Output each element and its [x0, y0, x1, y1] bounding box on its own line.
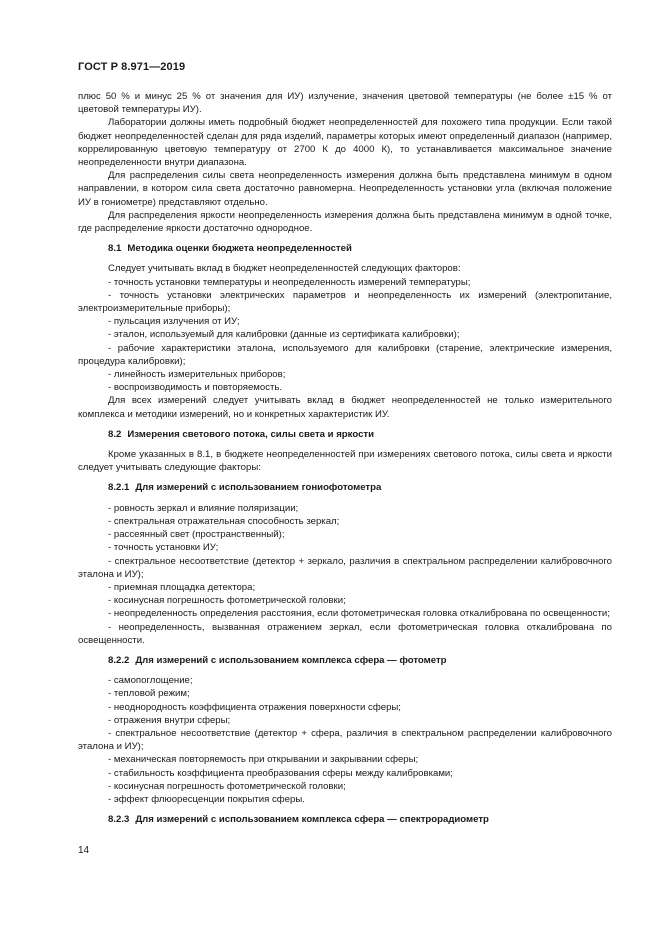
- section-number: 8.2.1: [108, 482, 130, 494]
- section-number: 8.2.2: [108, 654, 130, 666]
- list-item: - эффект флюоресценции покрытия сферы.: [108, 793, 305, 805]
- paragraph: Кроме указанных в 8.1, в бюджете неопределенностей при измерениях светового потока, силы света и яркости следует учитывать следующие факторы:: [78, 449, 612, 474]
- section-title: Измерения светового потока, силы света и яркости: [127, 428, 375, 440]
- paragraph: Следует учитывать вклад в бюджет неопределенностей следующих факторов:: [108, 263, 461, 275]
- list-item: - линейность измерительных приборов;: [108, 369, 286, 381]
- list-item: - точность установки температуры и неопределенность измерений температуры;: [108, 276, 471, 288]
- list-item: - неопределенность, вызванная отражением зеркал, если фотометрическая головка откалиброванa по освещенности.: [78, 621, 612, 646]
- document-body: [78, 90, 612, 833]
- paragraph: Лаборатории должны иметь подробный бюджет неопределенностей для похожего типа продукции. Если такой бюджет неопределенностей сделан для ряда изделий, параметры которых имеют определенный диапазон (например, коррелированную цветовую температуру от 2700 К до 4000 К), то устанавливается максимальное значение неопределенности внутри диапазона.: [78, 117, 612, 169]
- paragraph: Для всех измерений следует учитывать вклад в бюджет неопределенностей не только измерительного комплекса и методики измерений, но и конкретных характеристик ИУ.: [78, 395, 612, 420]
- section-title: Для измерений с использованием комплекса сфера — фотометр: [135, 654, 447, 666]
- section-heading: [78, 428, 612, 441]
- list-item: - рассеянный свет (пространственный);: [108, 529, 285, 541]
- list-item: - пульсация излучения от ИУ;: [108, 316, 240, 328]
- list-item: - точность установки электрических параметров и неопределенность их измерений (электропитание, электроизмерительные приборы);: [78, 289, 612, 315]
- list-item: - точность установки ИУ;: [108, 542, 219, 554]
- section-title: Для измерений с использованием гониофотометра: [135, 482, 382, 494]
- paragraph: Для распределения яркости неопределенность измерения должна быть представлена минимум в одной точке, где распределение яркости достаточно однородное.: [78, 209, 612, 235]
- list-item: - самопоглощение;: [108, 675, 193, 687]
- list-item: - приемная площадка детектора;: [108, 581, 256, 593]
- list-item: - косинусная погрешность фотометрической головки;: [108, 595, 346, 607]
- section-number: 8.2.3: [108, 814, 130, 826]
- section-title: Для измерений с использованием комплекса сфера — спектрорадиометр: [135, 814, 489, 826]
- list-item: - спектральная отражательная способность зеркал;: [108, 515, 340, 527]
- section-title: Методика оценки бюджета неопределенностей: [127, 243, 352, 255]
- page-number: 14: [78, 845, 90, 856]
- list-item: - рабочие характеристики эталона, используемого для калибровки (старение, электрические измерения, процедура калибровки);: [78, 342, 612, 367]
- list-item: - механическая повторяемость при открывании и закрывании сферы;: [108, 754, 419, 766]
- paragraph: плюс 50 % и минус 25 % от значения для ИУ) излучение, значения цветовой температуры (не более ±15 % от цветовой температуры ИУ).: [78, 91, 612, 116]
- list-item: - тепловой режим;: [108, 688, 190, 700]
- list-item: - спектральное несоответствие (детектор + зеркало, различия в спектральном распределении калибровочного эталона и ИУ);: [78, 555, 612, 580]
- list-item: - воспроизводимость и повторяемость.: [108, 382, 283, 394]
- list-item: - ровность зеркал и влияние поляризации;: [108, 502, 299, 514]
- list-item: - неоднородность коэффициента отражения поверхности сферы;: [108, 701, 401, 713]
- list-item: - стабильность коэффициента преобразования сферы между калибровками;: [108, 767, 453, 779]
- section-heading: [78, 481, 612, 494]
- section-heading: [78, 654, 612, 667]
- list-item: - спектральное несоответствие (детектор + сфера, различия в спектральном распределении калибровочного эталона и ИУ);: [78, 727, 612, 753]
- list-item: - эталон, используемый для калибровки (данные из сертификата калибровки);: [108, 329, 460, 341]
- list-item: - косинусная погрешность фотометрической головки;: [108, 780, 346, 792]
- standard-header: ГОСТ Р 8.971—2019: [78, 61, 186, 73]
- section-heading: [78, 813, 612, 826]
- list-item: - отражения внутри сферы;: [108, 714, 231, 726]
- section-number: 8.1: [108, 243, 122, 255]
- section-heading: [78, 242, 612, 255]
- list-item: - неопределенность определения расстояния, если фотометрическая головка откалибрована по освещенности;: [108, 608, 610, 620]
- section-number: 8.2: [108, 428, 122, 440]
- paragraph: Для распределения силы света неопределенность измерения должна быть представлена минимум в одном направлении, в котором сила света достаточно равномерна. Неопределенность установки угла (включая положение ИУ в гониометре) представляют отдельно.: [78, 170, 612, 208]
